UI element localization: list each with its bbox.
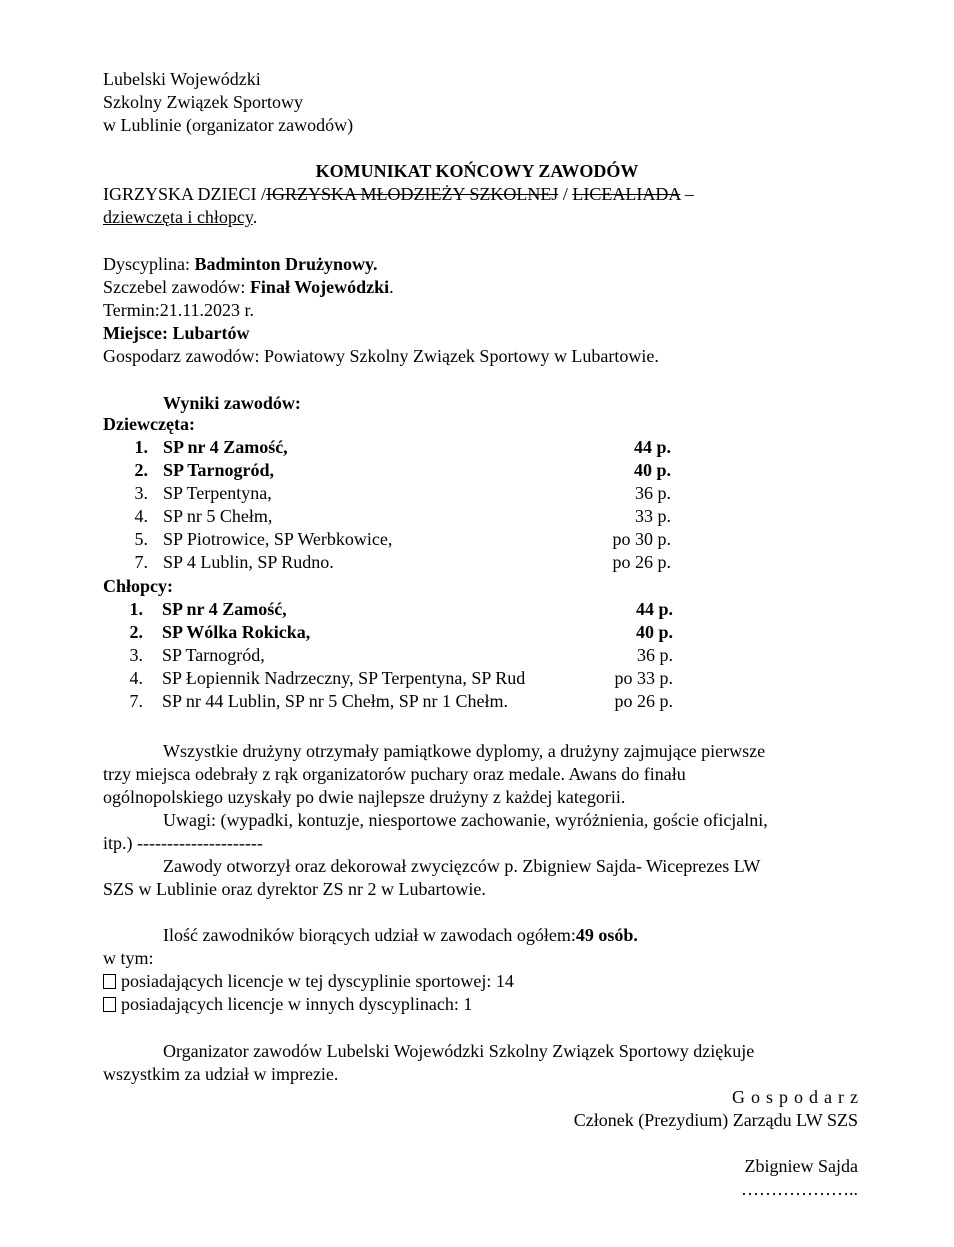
- level-period: .: [389, 277, 394, 297]
- thanks-line-2: wszystkim za udział w imprezie.: [103, 1064, 339, 1084]
- result-place: 3.: [134, 483, 148, 503]
- discipline-line: [103, 253, 378, 276]
- result-place: 1.: [129, 599, 143, 619]
- result-place: 7.: [129, 691, 143, 711]
- result-team: SP nr 4 Zamość,: [163, 437, 288, 457]
- result-row: [0, 482, 954, 505]
- signature-role-host: Gospodarz: [732, 1087, 864, 1107]
- thanks-line-1: Organizator zawodów Lubelski Wojewódzki Szkolny Związek Sportowy dziękuje: [163, 1041, 755, 1061]
- result-row: [0, 598, 954, 621]
- result-place: 3.: [129, 645, 143, 665]
- result-team: SP Wólka Rokicka,: [162, 622, 311, 642]
- result-row: [0, 621, 954, 644]
- organizer-line-2: Szkolny Związek Sportowy: [103, 92, 303, 112]
- result-points: 40 p.: [633, 460, 671, 480]
- result-points: po 33 p.: [614, 668, 673, 688]
- host-line: [103, 345, 659, 368]
- boys-label: Chłopcy:: [103, 576, 174, 596]
- result-place: 2.: [134, 460, 148, 480]
- checkbox-icon: [103, 997, 116, 1012]
- checkbox-icon: [103, 974, 116, 989]
- result-row: [0, 667, 954, 690]
- result-points: 40 p.: [635, 622, 673, 642]
- result-place: 2.: [129, 622, 143, 642]
- result-row: [0, 528, 954, 551]
- participants-count-label: Ilość zawodników biorących udział w zawodach ogółem:: [163, 925, 576, 945]
- license-item-2: [103, 993, 472, 1016]
- result-team: SP Piotrowice, SP Werbkowice,: [163, 529, 393, 549]
- participants-count-value: 49 osób.: [575, 925, 638, 945]
- result-row: [0, 436, 954, 459]
- result-place: 4.: [129, 668, 143, 688]
- subtitle-line-1: [103, 183, 694, 206]
- host-value: Powiatowy Szkolny Związek Sportowy w Lubartowie.: [263, 346, 659, 366]
- result-row: [0, 505, 954, 528]
- result-row: [0, 644, 954, 667]
- paragraph-3-line-1: Zawody otworzył oraz dekorował zwycięzców p. Zbigniew Sajda- Wiceprezes LW: [163, 856, 761, 876]
- result-points: 44 p.: [635, 599, 673, 619]
- remarks-line-2: itp.) ---------------------: [103, 833, 263, 853]
- place-line: Miejsce: Lubartów: [103, 323, 250, 343]
- result-points: po 26 p.: [614, 691, 673, 711]
- result-team: SP Tarnogród,: [163, 460, 275, 480]
- paragraph-3-line-2: SZS w Lublinie oraz dyrektor ZS nr 2 w Lubartowie.: [103, 879, 486, 899]
- result-points: 36 p.: [637, 645, 673, 665]
- subtitle-gender: dziewczęta i chłopcy: [103, 207, 253, 227]
- results-heading: Wyniki zawodów:: [163, 393, 301, 413]
- paragraph-1-line-2: trzy miejsca odebrały z rąk organizatorów puchary oraz medale. Awans do finału: [103, 764, 686, 784]
- signature-dots: ………………..: [741, 1179, 858, 1199]
- result-team: SP Terpentyna,: [163, 483, 272, 503]
- document-title: KOMUNIKAT KOŃCOWY ZAWODÓW: [315, 161, 639, 181]
- girls-label: Dziewczęta:: [103, 414, 195, 434]
- license-item-1-text: posiadających licencje w tej dyscyplinie sportowej: 14: [121, 971, 514, 991]
- subtitle-dash: –: [680, 184, 694, 204]
- result-points: 36 p.: [635, 483, 671, 503]
- result-team: SP Łopiennik Nadrzeczny, SP Terpentyna, SP Rud: [162, 668, 526, 688]
- paragraph-1-line-3: ogólnopolskiego uzyskały po dwie najlepsze drużyny z każdej kategorii.: [103, 787, 626, 807]
- level-value: Finał Wojewódzki: [249, 277, 390, 297]
- remarks-line-1: Uwagi: (wypadki, kontuzje, niesportowe zachowanie, wyróżnienia, goście oficjalni,: [163, 810, 768, 830]
- result-place: 7.: [134, 552, 148, 572]
- signature-role-member: Członek (Prezydium) Zarządu LW SZS: [573, 1110, 858, 1130]
- result-row: [0, 459, 954, 482]
- participants-count-line: [163, 924, 638, 947]
- result-row: [0, 690, 954, 713]
- subtitle-struck-licealiada: LICEALIADA: [572, 184, 681, 204]
- result-team: SP 4 Lublin, SP Rudno.: [163, 552, 334, 572]
- subtitle-line-2: [103, 206, 257, 229]
- result-place: 5.: [134, 529, 148, 549]
- organizer-line-3: w Lublinie (organizator zawodów): [103, 115, 354, 135]
- result-place: 4.: [134, 506, 148, 526]
- discipline-label: Dyscyplina:: [103, 254, 195, 274]
- paragraph-1-line-1: Wszystkie drużyny otrzymały pamiątkowe dyplomy, a drużyny zajmujące pierwsze: [163, 741, 766, 761]
- date-line: Termin:21.11.2023 r.: [103, 300, 255, 320]
- including-label: w tym:: [103, 948, 154, 968]
- subtitle-period: .: [252, 207, 258, 227]
- level-label: Szczebel zawodów:: [103, 277, 250, 297]
- discipline-value: Badminton Drużynowy.: [194, 254, 378, 274]
- result-team: SP Tarnogród,: [162, 645, 265, 665]
- organizer-line-1: Lubelski Wojewódzki: [103, 69, 261, 89]
- result-row: [0, 551, 954, 574]
- result-place: 1.: [134, 437, 148, 457]
- subtitle-struck-mlodziezy: IGRZYSKA MŁODZIEŻY SZKOLNEJ: [266, 184, 559, 204]
- host-label: Gospodarz zawodów:: [103, 346, 264, 366]
- result-team: SP nr 4 Zamość,: [162, 599, 287, 619]
- license-item-1: [103, 970, 514, 993]
- result-points: 33 p.: [635, 506, 671, 526]
- result-points: po 30 p.: [612, 529, 671, 549]
- result-team: SP nr 44 Lublin, SP nr 5 Chełm, SP nr 1 Chełm.: [162, 691, 509, 711]
- signature-name: Zbigniew Sajda: [744, 1156, 858, 1176]
- result-team: SP nr 5 Chełm,: [163, 506, 273, 526]
- subtitle-separator: /: [558, 184, 573, 204]
- level-line: [103, 276, 394, 299]
- subtitle-igrzyska-dzieci: IGRZYSKA DZIECI /: [103, 184, 266, 204]
- license-item-2-text: posiadających licencje w innych dyscyplinach: 1: [121, 994, 473, 1014]
- result-points: po 26 p.: [612, 552, 671, 572]
- result-points: 44 p.: [633, 437, 671, 457]
